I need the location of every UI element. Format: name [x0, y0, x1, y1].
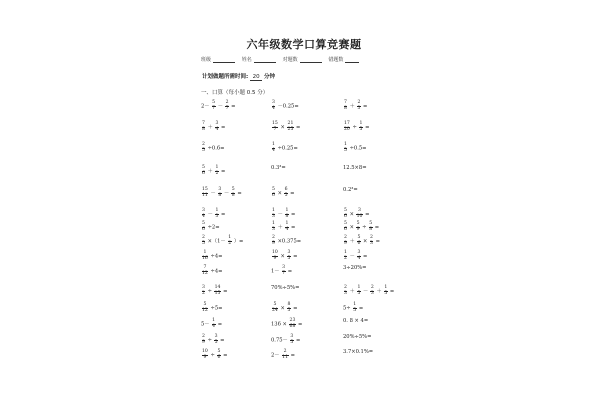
problem-r12c2: $\frac{5}{24}$ × $\frac{8}{5}$ = — [272, 302, 298, 313]
problem-r15c2: 2－ $\frac{2}{11}$ = — [271, 349, 295, 360]
planned-time-label: 计划做题所需时间: — [202, 74, 249, 80]
problem-r4c1: $\frac{5}{6}$ ＋ $\frac{1}{2}$ = — [202, 165, 226, 176]
problem-r2c3: $\frac{17}{20}$ ÷ $\frac{1}{5}$ = — [344, 121, 370, 132]
problem-r7c2: $\frac{1}{3}$ ＋ $\frac{1}{4}$ = — [272, 221, 296, 232]
wrong-count-label: 错题数 — [328, 57, 344, 63]
problem-r10c1: $\frac{7}{12}$ ÷4= — [202, 265, 223, 276]
planned-time-value[interactable]: 20 — [250, 74, 262, 81]
problem-r9c1: $\frac{1}{16}$ ÷4= — [202, 250, 223, 261]
student-info-line — [201, 56, 413, 63]
problem-r9c3: $\frac{1}{2}$ － $\frac{3}{4}$ = — [344, 250, 368, 261]
class-blank[interactable] — [213, 58, 235, 63]
name-blank[interactable] — [254, 58, 276, 63]
problem-r1c2: $\frac{3}{4}$ －0.25= — [272, 100, 299, 111]
problem-r11c1: $\frac{3}{2}$ ÷ $\frac{14}{15}$ = — [202, 285, 228, 296]
problem-r6c2: $\frac{1}{3}$ － $\frac{1}{8}$ = — [272, 208, 296, 219]
problem-r3c1: $\frac{2}{5}$ ÷0.6= — [202, 142, 225, 153]
problem-r4c2: 0.3³= — [271, 165, 286, 171]
problem-r13c3: 0. 8 × 4= — [343, 318, 369, 324]
correct-count-label: 对题数 — [282, 57, 298, 63]
problem-r6c3: $\frac{5}{6}$ × $\frac{3}{10}$ = — [344, 208, 370, 219]
problem-r1c3: $\frac{7}{8}$ ＋ $\frac{2}{3}$ = — [344, 100, 368, 111]
problem-r3c2: $\frac{1}{4}$ ÷0.25= — [272, 142, 298, 153]
problem-r10c3: 3÷20%= — [343, 265, 367, 271]
section-heading: 一、口算（每小题 0.5 分） — [201, 90, 269, 96]
worksheet-page — [193, 0, 415, 400]
problem-r8c3: $\frac{2}{9}$ ＋ $\frac{5}{6}$ × $\frac{2}{3}$ = — [344, 235, 380, 246]
problem-r13c1: 5－ $\frac{1}{4}$ = — [201, 318, 223, 329]
problem-r5c3: 0.2³= — [343, 187, 358, 193]
problem-r14c1: $\frac{2}{9}$ ÷ $\frac{3}{5}$ = — [202, 334, 225, 345]
problem-r7c3: $\frac{5}{6}$ × $\frac{5}{9}$ ÷ $\frac{5}{8}$ = — [344, 221, 380, 232]
problem-r10c2: 1－ $\frac{3}{7}$ = — [271, 265, 293, 276]
problem-r12c3: 5÷ $\frac{1}{5}$ = — [343, 302, 364, 313]
worksheet-title: 六年级数学口算竞赛题 — [246, 38, 362, 51]
problem-r9c2: $\frac{10}{9}$ × $\frac{3}{5}$ = — [272, 250, 298, 261]
problem-r3c3: $\frac{1}{5}$ ÷0.5= — [344, 142, 367, 153]
problem-r7c1: $\frac{5}{6}$ ÷2= — [202, 221, 220, 232]
problem-r5c1: $\frac{15}{11}$ － $\frac{3}{8}$ － $\frac{5}{8}$ = — [202, 187, 242, 198]
problem-r5c2: $\frac{5}{6}$ × $\frac{6}{5}$ = — [272, 187, 295, 198]
name-label: 姓名 — [241, 57, 252, 63]
planned-time-line — [202, 72, 275, 81]
problem-r2c2: $\frac{15}{7}$ × $\frac{21}{25}$ = — [272, 121, 301, 132]
problem-r2c1: $\frac{7}{8}$ ＋ $\frac{3}{4}$ = — [202, 121, 226, 132]
class-label: 班级 — [201, 57, 212, 63]
problem-r11c2: 70%÷5%= — [271, 285, 300, 291]
problem-r6c1: $\frac{3}{4}$ － $\frac{1}{3}$ = — [202, 208, 226, 219]
problem-r14c2: 0.75－ $\frac{3}{5}$ = — [271, 334, 301, 345]
problem-r15c1: $\frac{10}{9}$ ÷ $\frac{5}{6}$ = — [202, 349, 228, 360]
wrong-count-blank[interactable] — [345, 58, 359, 63]
problem-r13c2: 136 × $\frac{23}{68}$ = — [271, 318, 303, 329]
problem-r11c3: $\frac{2}{3}$ ＋ $\frac{1}{5}$ － $\frac{2}{3}$ ＋ $\frac{1}{5}$ = — [344, 285, 395, 296]
problem-r14c3: 20%÷5%= — [343, 334, 372, 340]
problem-r8c1: $\frac{2}{5}$ ×（1－ $\frac{1}{2}$ ）= — [202, 235, 244, 246]
planned-time-unit: 分钟 — [264, 74, 276, 80]
problem-r1c1: 2－ $\frac{5}{7}$ － $\frac{2}{7}$ = — [201, 100, 236, 111]
correct-count-blank[interactable] — [300, 58, 322, 63]
problem-r15c3: 3.7×0.1%= — [343, 349, 374, 355]
problem-r8c2: $\frac{2}{9}$ ×0.375= — [272, 235, 302, 246]
problem-r12c1: $\frac{5}{12}$ ÷5= — [202, 302, 223, 313]
problem-r4c3: 12.5×8= — [343, 165, 367, 171]
